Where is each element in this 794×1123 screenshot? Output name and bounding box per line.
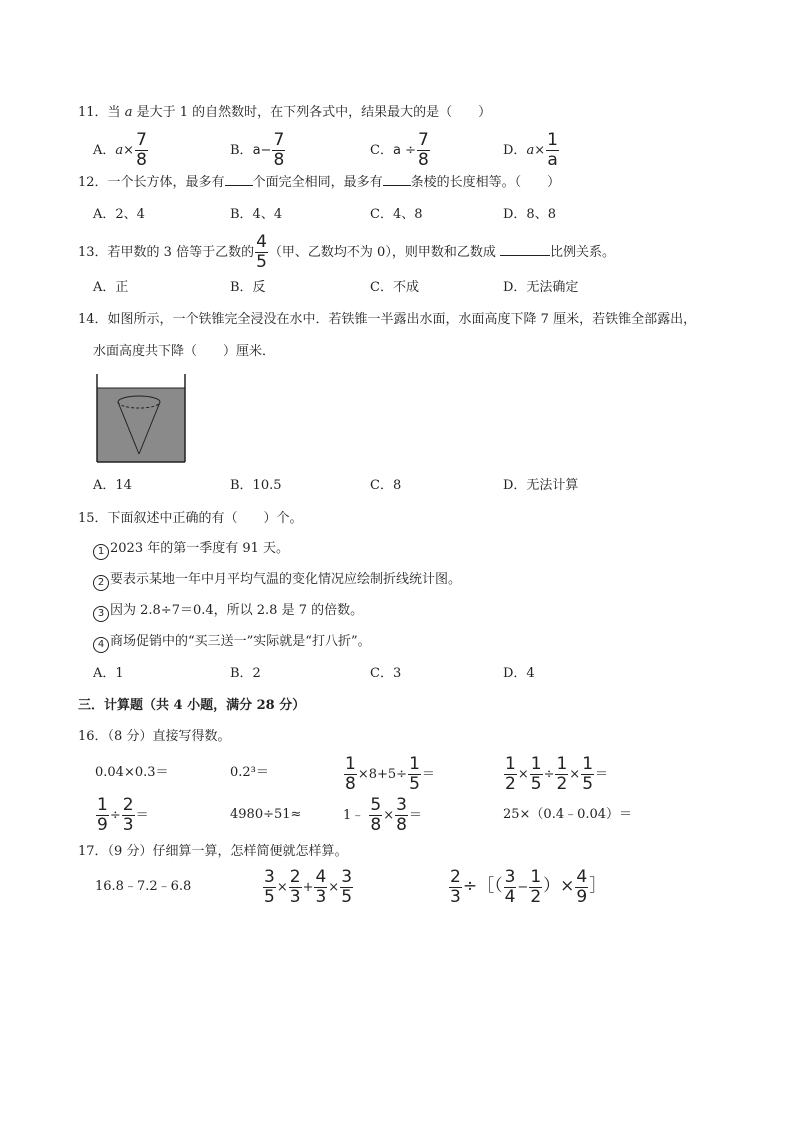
q13-option-d[interactable]: D．无法确定: [503, 280, 579, 295]
q16-expr-3: $\frac{1}{8}$ ×8+5÷ $\frac{1}{5}$ ＝: [345, 754, 435, 794]
q15-statement-4: 4 商场促销中的“买三送一”实际就是“打八折”。: [93, 635, 371, 653]
q14-option-b[interactable]: B．10.5: [230, 478, 282, 493]
q12-option-a[interactable]: A．2、4: [93, 207, 145, 222]
question-17-stem: 17．（9 分）仔细算一算，怎样简便就怎样算。: [78, 844, 348, 859]
q12-option-d[interactable]: D．8、8: [503, 207, 556, 222]
q16-expr-2: 0.2³＝: [230, 765, 269, 780]
q14-option-d[interactable]: D．无法计算: [503, 478, 579, 493]
question-12-stem: 12．一个长方体，最多有 个面完全相同，最多有 条棱的长度相等。（ ）: [78, 175, 561, 190]
q15-option-b[interactable]: B．2: [230, 666, 261, 681]
question-11-stem: 11．当 a 是大于 1 的自然数时，在下列各式中，结果最大的是（ ）: [78, 105, 492, 120]
question-15-stem: 15．下面叙述中正确的有（ ）个。: [78, 511, 303, 526]
section-3-heading: 三．计算题（共 4 小题，满分 28 分）: [78, 698, 306, 713]
cone-in-water-figure: [94, 372, 190, 464]
q17-expr-1: 16.8﹣7.2﹣6.8: [95, 879, 192, 894]
q11-option-d[interactable]: D．a× $\frac{1}{a}$: [503, 130, 558, 170]
q16-expr-8: 25×（0.4﹣0.04）＝: [503, 807, 633, 822]
q15-statement-3: 3 因为 2.8÷7＝0.4，所以 2.8 是 7 的倍数。: [93, 604, 363, 622]
water-body: [97, 388, 185, 462]
q16-expr-6: 4980÷51≈: [230, 807, 302, 822]
q17-expr-3: $\frac{2}{3}$ ÷［（ $\frac{3}{4}$ − $\frac{1}{2}$ ）× $\frac{4}{9}$ ］: [450, 867, 607, 907]
q16-expr-1: 0.04×0.3＝: [95, 765, 169, 780]
q15-statement-2: 2 要表示某地一年中月平均气温的变化情况应绘制折线统计图。: [93, 573, 461, 591]
question-14-stem-line2: 水面高度共下降（ ）厘米．: [93, 344, 276, 359]
question-16-stem: 16．（8 分）直接写得数。: [78, 729, 231, 744]
q17-expr-2: $\frac{3}{5}$ × $\frac{2}{3}$ + $\frac{4}{3}$ × $\frac{3}{5}$: [264, 867, 353, 907]
q13-option-b[interactable]: B．反: [230, 280, 266, 295]
q16-expr-7: 1﹣ $\frac{5}{8}$ × $\frac{3}{8}$ ＝: [343, 795, 422, 835]
q16-expr-4: $\frac{1}{2}$ × $\frac{1}{5}$ ÷ $\frac{1}{2}$ × $\frac{1}{5}$ ＝: [505, 754, 609, 794]
q13-option-c[interactable]: C．不成: [370, 280, 419, 295]
q11-option-a[interactable]: A．a× $\frac{7}{8}$: [93, 130, 147, 170]
q14-option-c[interactable]: C．8: [370, 478, 402, 493]
q12-option-b[interactable]: B．4、4: [230, 207, 283, 222]
q15-option-a[interactable]: A．1: [93, 666, 124, 681]
q15-option-c[interactable]: C．3: [370, 666, 402, 681]
q14-option-a[interactable]: A．14: [93, 478, 132, 493]
question-13-stem: 13．若甲数的 3 倍等于乙数的 $\frac{4}{5}$ （甲、乙数均不为 0），则甲数和乙数成 比例关系。: [78, 232, 615, 272]
q16-expr-5: $\frac{1}{9}$ ÷ $\frac{2}{3}$ ＝: [97, 795, 149, 835]
q12-option-c[interactable]: C．4、8: [370, 207, 423, 222]
q13-option-a[interactable]: A．正: [93, 280, 129, 295]
q11-option-c[interactable]: C．a ÷ $\frac{7}{8}$: [370, 130, 429, 170]
question-14-stem-line1: 14．如图所示，一个铁锥完全浸没在水中．若铁锥一半露出水面，水面高度下降 7 厘米，若铁锥全部露出，: [78, 312, 697, 327]
q15-statement-1: 1 2023 年的第一季度有 91 天。: [93, 542, 289, 560]
q15-option-d[interactable]: D．4: [503, 666, 535, 681]
q11-option-b[interactable]: B．a− $\frac{7}{8}$: [230, 130, 285, 170]
